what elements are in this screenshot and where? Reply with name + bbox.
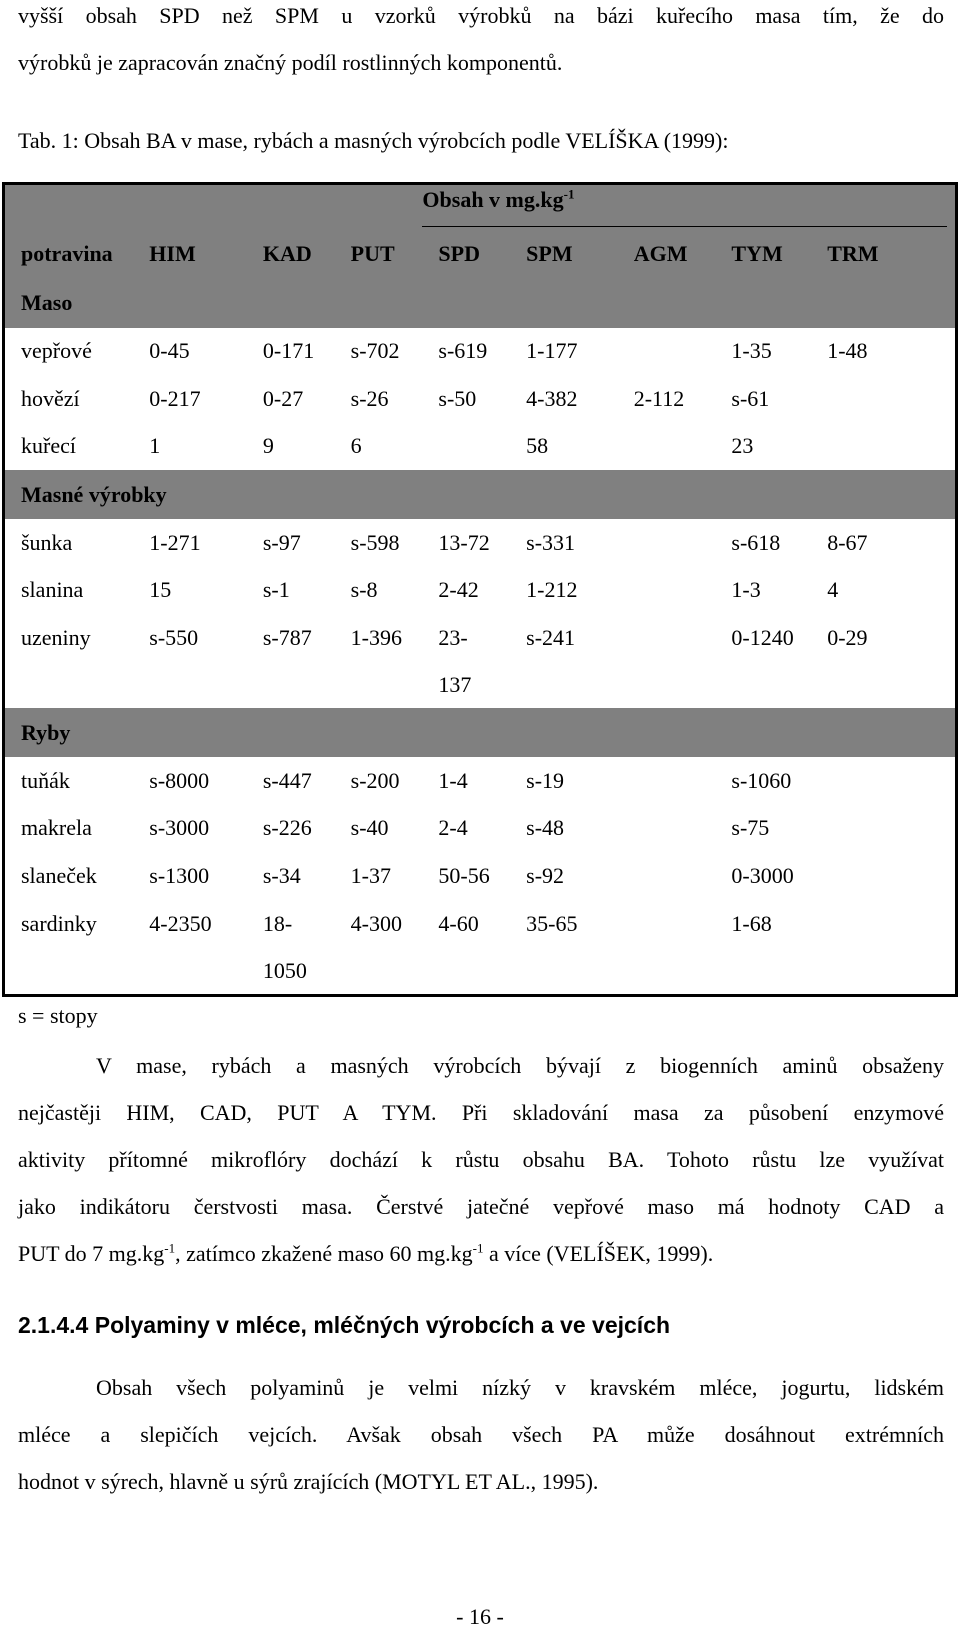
section-heading: 2.1.4.4 Polyaminy v mléce, mléčných výrobcích a ve vejcích	[18, 1312, 671, 1338]
paragraph-meat-amines	[18, 1042, 944, 1277]
table-cell: 58	[526, 433, 549, 459]
para1-line-1: V mase, rybách a masných výrobcích bývají z biogenních aminů obsaženy	[96, 1053, 944, 1078]
table-row	[4, 900, 957, 996]
table-cell: s-48	[526, 815, 565, 841]
table-cell: 4-382	[526, 385, 578, 411]
table-cell: 1-4	[438, 767, 468, 793]
section-label: Masné výrobky	[4, 470, 957, 519]
table-cell	[811, 423, 956, 471]
page-number: - 16 -	[456, 1604, 504, 1629]
table-cell: s-1300	[149, 862, 210, 888]
section-row	[4, 708, 957, 757]
header-spm: SPM	[510, 229, 618, 279]
unit-label: Obsah v mg.kg	[422, 187, 564, 212]
table-cell: 23- 137	[438, 625, 472, 697]
table-cell: 9	[262, 433, 274, 459]
table-cell	[618, 519, 716, 567]
table-cell: 8-67	[827, 529, 868, 555]
unit-header	[422, 184, 956, 229]
table-row	[4, 328, 957, 376]
section-row	[4, 470, 957, 519]
row-label: šunka	[21, 529, 73, 555]
para2-line-2: mléce a slepičích vejcích. Avšak obsah všech PA může dosáhnout extrémních	[18, 1422, 944, 1447]
table-row	[4, 805, 957, 853]
table-caption: Tab. 1: Obsah BA v mase, rybách a masných výrobcích podle VELÍŠKA (1999):	[18, 128, 729, 153]
table-cell	[811, 375, 956, 423]
table-cell: 1-37	[350, 862, 391, 888]
header-spd: SPD	[422, 229, 510, 279]
table-cell: s-331	[526, 529, 576, 555]
table-cell	[811, 757, 956, 805]
row-label: uzeniny	[21, 625, 91, 650]
table-cell: s-200	[350, 767, 400, 793]
header-tym: TYM	[715, 229, 811, 279]
section-row	[4, 279, 957, 328]
table-cell: 15	[149, 577, 172, 603]
header-kad: KAD	[247, 229, 335, 279]
table-cell: 0-45	[149, 338, 190, 364]
table-row	[4, 757, 957, 805]
table-cell	[811, 805, 956, 853]
table-cell: s-226	[262, 815, 312, 841]
row-label: slanina	[21, 577, 84, 603]
table-cell: s-19	[526, 767, 565, 793]
intro-line-2: výrobků je zapracován značný podíl rostlinných komponentů.	[18, 50, 563, 75]
table-cell	[618, 328, 716, 376]
para2-line-1: Obsah všech polyaminů je velmi nízký v kravském mléce, jogurtu, lidském	[96, 1375, 944, 1400]
table-cell	[618, 805, 716, 853]
table-cell: 50-56	[438, 862, 490, 888]
table-row	[4, 375, 957, 423]
table-cell	[618, 757, 716, 805]
table-cell: s-40	[350, 815, 389, 841]
table-cell: s-241	[526, 625, 576, 650]
table-cell	[618, 852, 716, 900]
header-agm: AGM	[618, 229, 716, 279]
table-cell: s-3000	[149, 815, 210, 841]
table-cell: 0-27	[262, 385, 304, 411]
table-cell: 4-2350	[149, 910, 212, 936]
row-label: sardinky	[21, 910, 97, 936]
unit-exponent: -1	[563, 186, 575, 202]
table-row	[4, 519, 957, 567]
table-cell: 13-72	[438, 529, 490, 555]
table-cell: s-75	[731, 815, 770, 841]
table-cell: 0-217	[149, 385, 201, 411]
table-row	[4, 423, 957, 471]
row-label: kuřecí	[21, 433, 76, 459]
row-label: hovězí	[21, 385, 80, 411]
table-cell: 2-4	[438, 815, 468, 841]
table-cell: s-1	[262, 577, 290, 603]
table-cell: 35-65	[526, 910, 578, 936]
table-cell: 6	[350, 433, 362, 459]
row-label: tuňák	[21, 767, 70, 793]
table-cell: 0-3000	[731, 862, 794, 888]
table-cell	[811, 900, 956, 996]
table-cell: 1-3	[731, 577, 761, 603]
intro-paragraph	[18, 0, 944, 86]
table-cell	[618, 567, 716, 615]
table-cell: 1-271	[149, 529, 201, 555]
table-header-unit-row	[4, 184, 957, 229]
row-label: slaneček	[21, 862, 97, 888]
table-cell: s-61	[731, 385, 770, 411]
table-cell: 1-48	[827, 338, 868, 364]
table-body	[4, 279, 957, 996]
table-cell: 4-60	[438, 910, 479, 936]
table-header-columns-row	[4, 229, 957, 279]
table-cell: s-1060	[731, 767, 792, 793]
section-label: Ryby	[4, 708, 957, 757]
paragraph-polyamines	[18, 1364, 944, 1505]
para2-line-3: hodnot v sýrech, hlavně u sýrů zrajících (MOTYL ET AL., 1995).	[18, 1469, 599, 1494]
para1-line-2: nejčastěji HIM, CAD, PUT A TYM. Při skladování masa za působení enzymové	[18, 1100, 944, 1125]
para1-line-3: aktivity přítomné mikroflóry dochází k růstu obsahu BA. Tohoto růstu lze využívat	[18, 1147, 944, 1172]
section-label: Maso	[4, 279, 957, 328]
table-cell: s-787	[262, 625, 312, 650]
table-cell: s-598	[350, 529, 400, 555]
table-cell: 23	[731, 433, 754, 459]
table-cell	[618, 423, 716, 471]
table-cell: 1-35	[731, 338, 772, 364]
table-cell: s-550	[149, 625, 199, 650]
table-cell: s-702	[350, 338, 400, 364]
para1-line-5: PUT do 7 $mg.kg^{-1}$, zatímco zkažené maso 60 $mg.kg^{-1}$ a více (VELÍŠEK, 1999).	[18, 1240, 714, 1266]
header-put: PUT	[335, 229, 423, 279]
table-row	[4, 852, 957, 900]
table-cell: 2-42	[438, 577, 479, 603]
biogenic-amines-table	[2, 182, 958, 997]
table-cell: 1	[149, 433, 161, 459]
table-cell: 18- 1050	[262, 910, 307, 983]
table-cell	[811, 852, 956, 900]
table-cell: s-50	[438, 385, 477, 411]
table-cell: s-447	[262, 767, 312, 793]
table-cell: s-8	[350, 577, 378, 603]
table-cell: 0-171	[262, 338, 315, 364]
table-row	[4, 567, 957, 615]
header-trm: TRM	[811, 229, 956, 279]
table-cell: 1-396	[350, 625, 402, 650]
table-footnote: s = stopy	[18, 1003, 98, 1028]
table-cell: s-97	[262, 529, 301, 555]
para1-line-4: jako indikátoru čerstvosti masa. Čerstvé jatečné vepřové maso má hodnoty CAD a	[18, 1194, 944, 1219]
header-potravina: potravina	[4, 229, 134, 279]
table-cell: 1-177	[526, 338, 578, 364]
table-cell: s-618	[731, 529, 781, 555]
table-cell: s-92	[526, 862, 565, 888]
row-label: makrela	[21, 815, 92, 841]
table-cell: 1-212	[526, 577, 578, 603]
table-cell: 0-1240	[731, 625, 794, 650]
row-label: vepřové	[21, 338, 92, 364]
table-cell: s-8000	[149, 767, 210, 793]
intro-line-1: vyšší obsah SPD než SPM u vzorků výrobků na bázi kuřecího masa tím, že do	[18, 3, 944, 28]
table-row	[4, 614, 957, 708]
table-cell	[422, 423, 510, 471]
table-cell: s-34	[262, 862, 301, 888]
table-cell: s-619	[438, 338, 488, 364]
table-cell: s-26	[350, 385, 389, 411]
table-cell: 2-112	[633, 385, 685, 411]
table-cell: 1-68	[731, 910, 772, 936]
table-cell: 4-300	[350, 910, 402, 936]
table-cell: 0-29	[827, 625, 868, 650]
header-him: HIM	[133, 229, 247, 279]
table-cell	[618, 614, 716, 708]
table-cell: 4	[827, 577, 839, 603]
table-cell	[618, 900, 716, 996]
